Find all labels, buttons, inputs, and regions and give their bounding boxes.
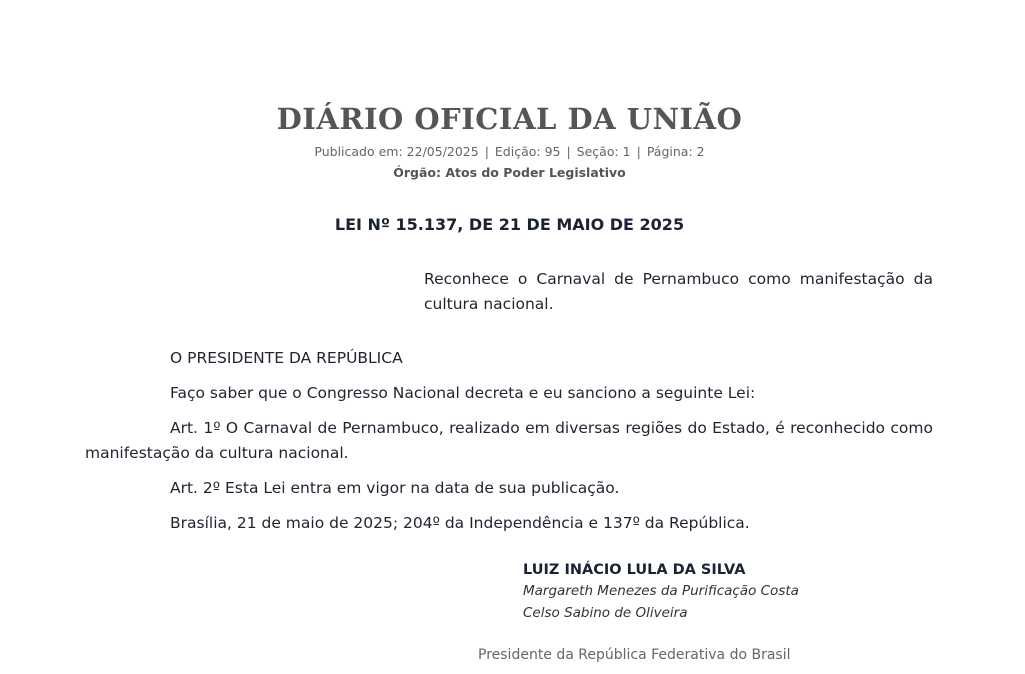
minister-name: Margareth Menezes da Purificação Costa xyxy=(523,583,799,599)
minister-name: Celso Sabino de Oliveira xyxy=(523,605,688,621)
law-body xyxy=(85,346,933,546)
published-date: Publicado em: 22/05/2025 xyxy=(314,144,479,159)
edition-number: Edição: 95 xyxy=(494,144,561,159)
section-number: Seção: 1 xyxy=(576,144,631,159)
article-2: Art. 2º Esta Lei entra em vigor na data de sua publicação. xyxy=(170,479,620,497)
publication-meta xyxy=(0,144,1019,160)
signature-block xyxy=(523,560,943,624)
article-1: Art. 1º O Carnaval de Pernambuco, realizado em diversas regiões do Estado, é reconhecido como manifestação da cultura nacional. xyxy=(85,419,933,462)
law-title: LEI Nº 15.137, DE 21 DE MAIO DE 2025 xyxy=(334,215,685,234)
meta-separator: | xyxy=(484,144,489,159)
masthead xyxy=(0,100,1019,181)
publication-title: DIÁRIO OFICIAL DA UNIÃO xyxy=(276,102,743,136)
place-and-date: Brasília, 21 de maio de 2025; 204º da Independência e 137º da República. xyxy=(170,514,750,532)
preamble: O PRESIDENTE DA REPÚBLICA xyxy=(170,349,403,367)
issuing-body: Órgão: Atos do Poder Legislativo xyxy=(393,165,626,180)
meta-separator: | xyxy=(566,144,571,159)
president-name: LUIZ INÁCIO LULA DA SILVA xyxy=(523,562,746,578)
footer-caption: Presidente da República Federativa do Brasil xyxy=(478,647,791,663)
law-summary: Reconhece o Carnaval de Pernambuco como manifestação da cultura nacional. xyxy=(424,270,933,313)
enactment-clause: Faço saber que o Congresso Nacional decreta e eu sanciono a seguinte Lei: xyxy=(170,384,756,402)
page-number: Página: 2 xyxy=(646,144,705,159)
meta-separator: | xyxy=(636,144,641,159)
